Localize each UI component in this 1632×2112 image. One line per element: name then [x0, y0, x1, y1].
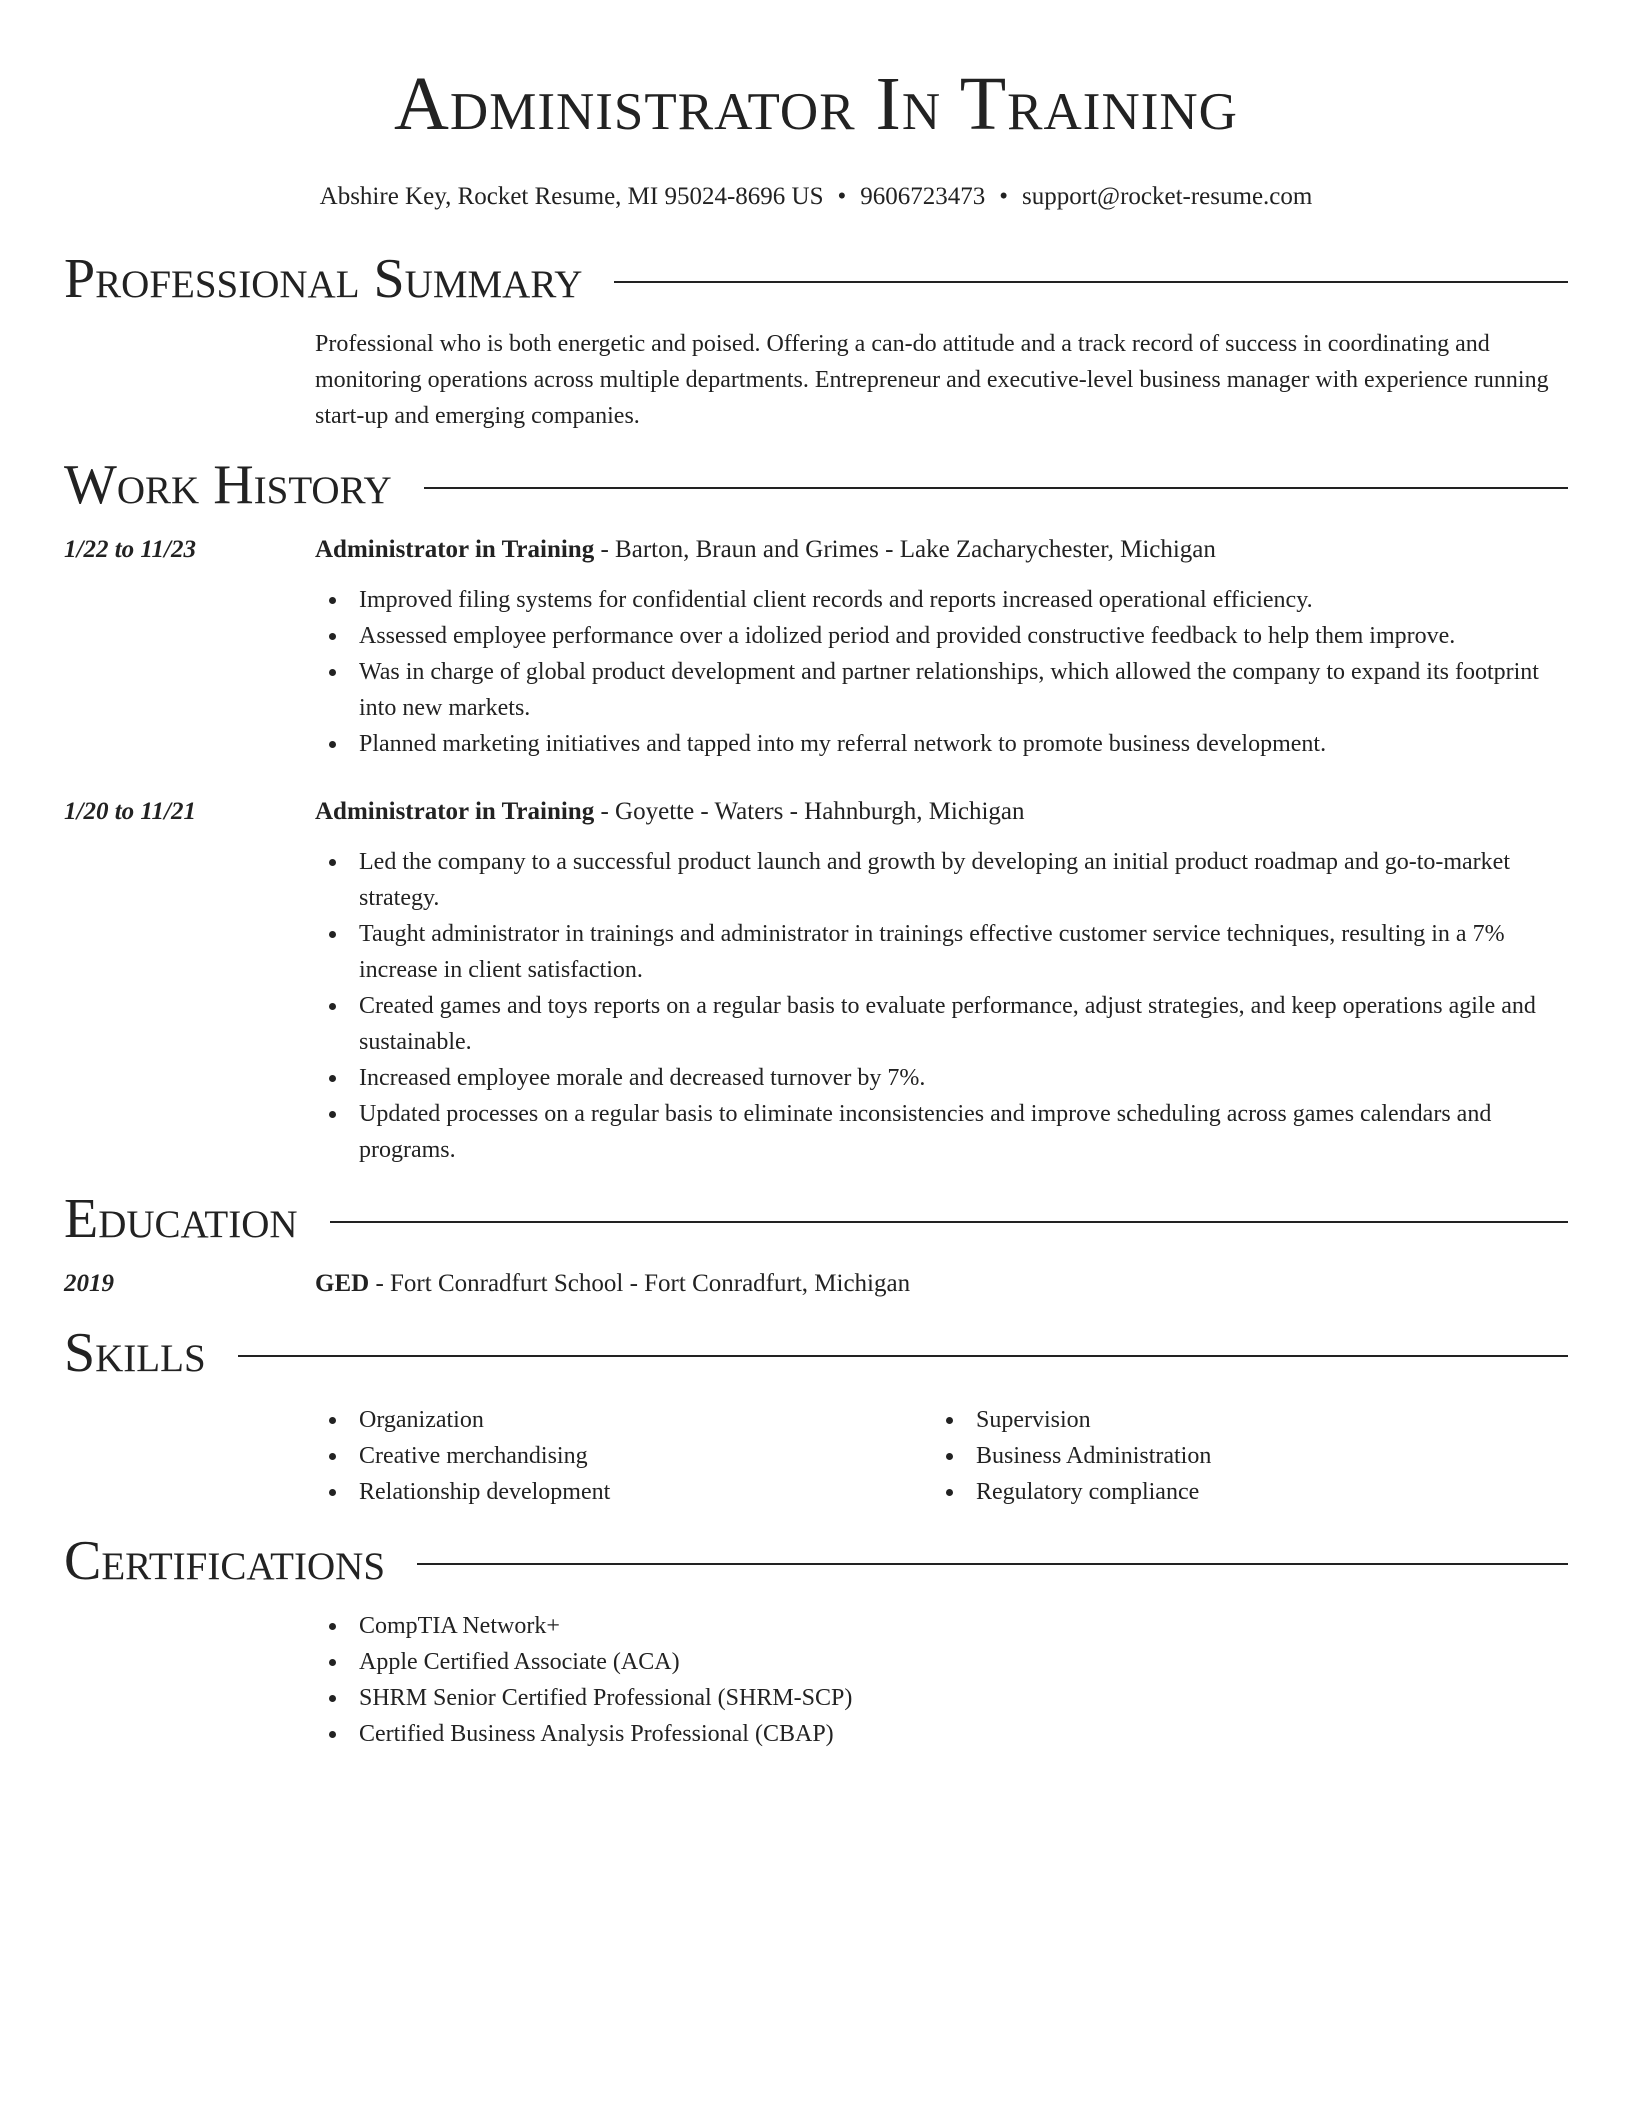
- work-history-section: [64, 452, 1568, 1168]
- skills-section: [64, 1320, 1568, 1510]
- list-item: Was in charge of global product development and partner relationships, which allowed the company to expand its footprint into new markets.: [315, 654, 1568, 726]
- list-item: Improved filing systems for confidential client records and reports increased operational efficiency.: [315, 582, 1568, 618]
- section-divider: [330, 1221, 1568, 1223]
- education-entry: [64, 1266, 1568, 1302]
- summary-section: [64, 246, 1568, 434]
- job-heading: [315, 532, 1568, 568]
- education-degree: GED: [315, 1270, 370, 1297]
- section-header: [64, 246, 1568, 312]
- list-item: Planned marketing initiatives and tapped into my referral network to promote business development.: [315, 726, 1568, 762]
- job-details: - Barton, Braun and Grimes - Lake Zacharychester, Michigan: [594, 536, 1216, 563]
- education-heading: [315, 1266, 1568, 1302]
- contact-email: support@rocket-resume.com: [1022, 183, 1313, 210]
- certifications-body: [64, 1608, 1568, 1752]
- certifications-list: [315, 1608, 1568, 1752]
- list-item: Taught administrator in trainings and administrator in trainings effective customer service techniques, resulting in a 7% increase in client satisfaction.: [315, 916, 1568, 988]
- section-header: [64, 452, 1568, 518]
- contact-phone: 9606723473: [860, 183, 986, 210]
- job-bullets: [315, 582, 1568, 762]
- contact-separator: •: [837, 183, 847, 210]
- list-item: Certified Business Analysis Professional (CBAP): [315, 1716, 1568, 1752]
- skills-column-right: [932, 1402, 1549, 1510]
- job-entry: [64, 532, 1568, 762]
- list-item: Creative merchandising: [315, 1438, 932, 1474]
- summary-text: Professional who is both energetic and poised. Offering a can-do attitude and a track record of success in coordinating and monitoring operations across multiple departments. Entrepreneur and executive-level business manager with experience running start-up and emerging companies.: [315, 331, 1549, 429]
- job-heading: [315, 794, 1568, 830]
- list-item: Created games and toys reports on a regular basis to evaluate performance, adjust strategies, and keep operations agile and sustainable.: [315, 988, 1568, 1060]
- contact-address: Abshire Key, Rocket Resume, MI 95024-8696 US: [319, 183, 824, 210]
- list-item: Regulatory compliance: [932, 1474, 1549, 1510]
- section-divider: [238, 1355, 1568, 1357]
- section-title: Professional Summary: [64, 248, 583, 310]
- list-item: Apple Certified Associate (ACA): [315, 1644, 1568, 1680]
- list-item: Assessed employee performance over a idolized period and provided constructive feedback to help them improve.: [315, 618, 1568, 654]
- job-dates: 1/22 to 11/23: [64, 536, 196, 563]
- list-item: Supervision: [932, 1402, 1549, 1438]
- section-divider: [424, 487, 1568, 489]
- list-item: Relationship development: [315, 1474, 932, 1510]
- job-body: [315, 532, 1568, 762]
- skills-grid: [64, 1402, 1568, 1510]
- candidate-name: Administrator In Training: [394, 62, 1238, 146]
- section-header: [64, 1320, 1568, 1386]
- education-year: 2019: [64, 1270, 114, 1297]
- contact-line: [64, 182, 1568, 212]
- list-item: SHRM Senior Certified Professional (SHRM-SCP): [315, 1680, 1568, 1716]
- section-divider: [417, 1563, 1568, 1565]
- job-bullets: [315, 844, 1568, 1168]
- list-item: Updated processes on a regular basis to eliminate inconsistencies and improve scheduling across games calendars and programs.: [315, 1096, 1568, 1168]
- section-title: Skills: [64, 1322, 206, 1384]
- section-divider: [614, 281, 1568, 283]
- skills-column-left: [315, 1402, 932, 1510]
- list-item: Led the company to a successful product launch and growth by developing an initial product roadmap and go-to-market strategy.: [315, 844, 1568, 916]
- job-dates: 1/20 to 11/21: [64, 798, 196, 825]
- list-item: Increased employee morale and decreased turnover by 7%.: [315, 1060, 1568, 1096]
- section-title: Certifications: [64, 1530, 386, 1592]
- job-entry: [64, 794, 1568, 1168]
- list-item: Organization: [315, 1402, 932, 1438]
- contact-separator: •: [999, 183, 1009, 210]
- section-header: [64, 1528, 1568, 1594]
- list-item: Business Administration: [932, 1438, 1549, 1474]
- section-header: [64, 1186, 1568, 1252]
- education-details: - Fort Conradfurt School - Fort Conradfurt, Michigan: [369, 1270, 911, 1297]
- list-item: CompTIA Network+: [315, 1608, 1568, 1644]
- job-details: - Goyette - Waters - Hahnburgh, Michigan: [594, 798, 1025, 825]
- job-body: [315, 794, 1568, 1168]
- certifications-section: [64, 1528, 1568, 1752]
- section-title: Work History: [64, 454, 392, 516]
- section-title: Education: [64, 1188, 298, 1250]
- job-role: Administrator in Training: [315, 536, 595, 563]
- education-section: [64, 1186, 1568, 1302]
- job-role: Administrator in Training: [315, 798, 595, 825]
